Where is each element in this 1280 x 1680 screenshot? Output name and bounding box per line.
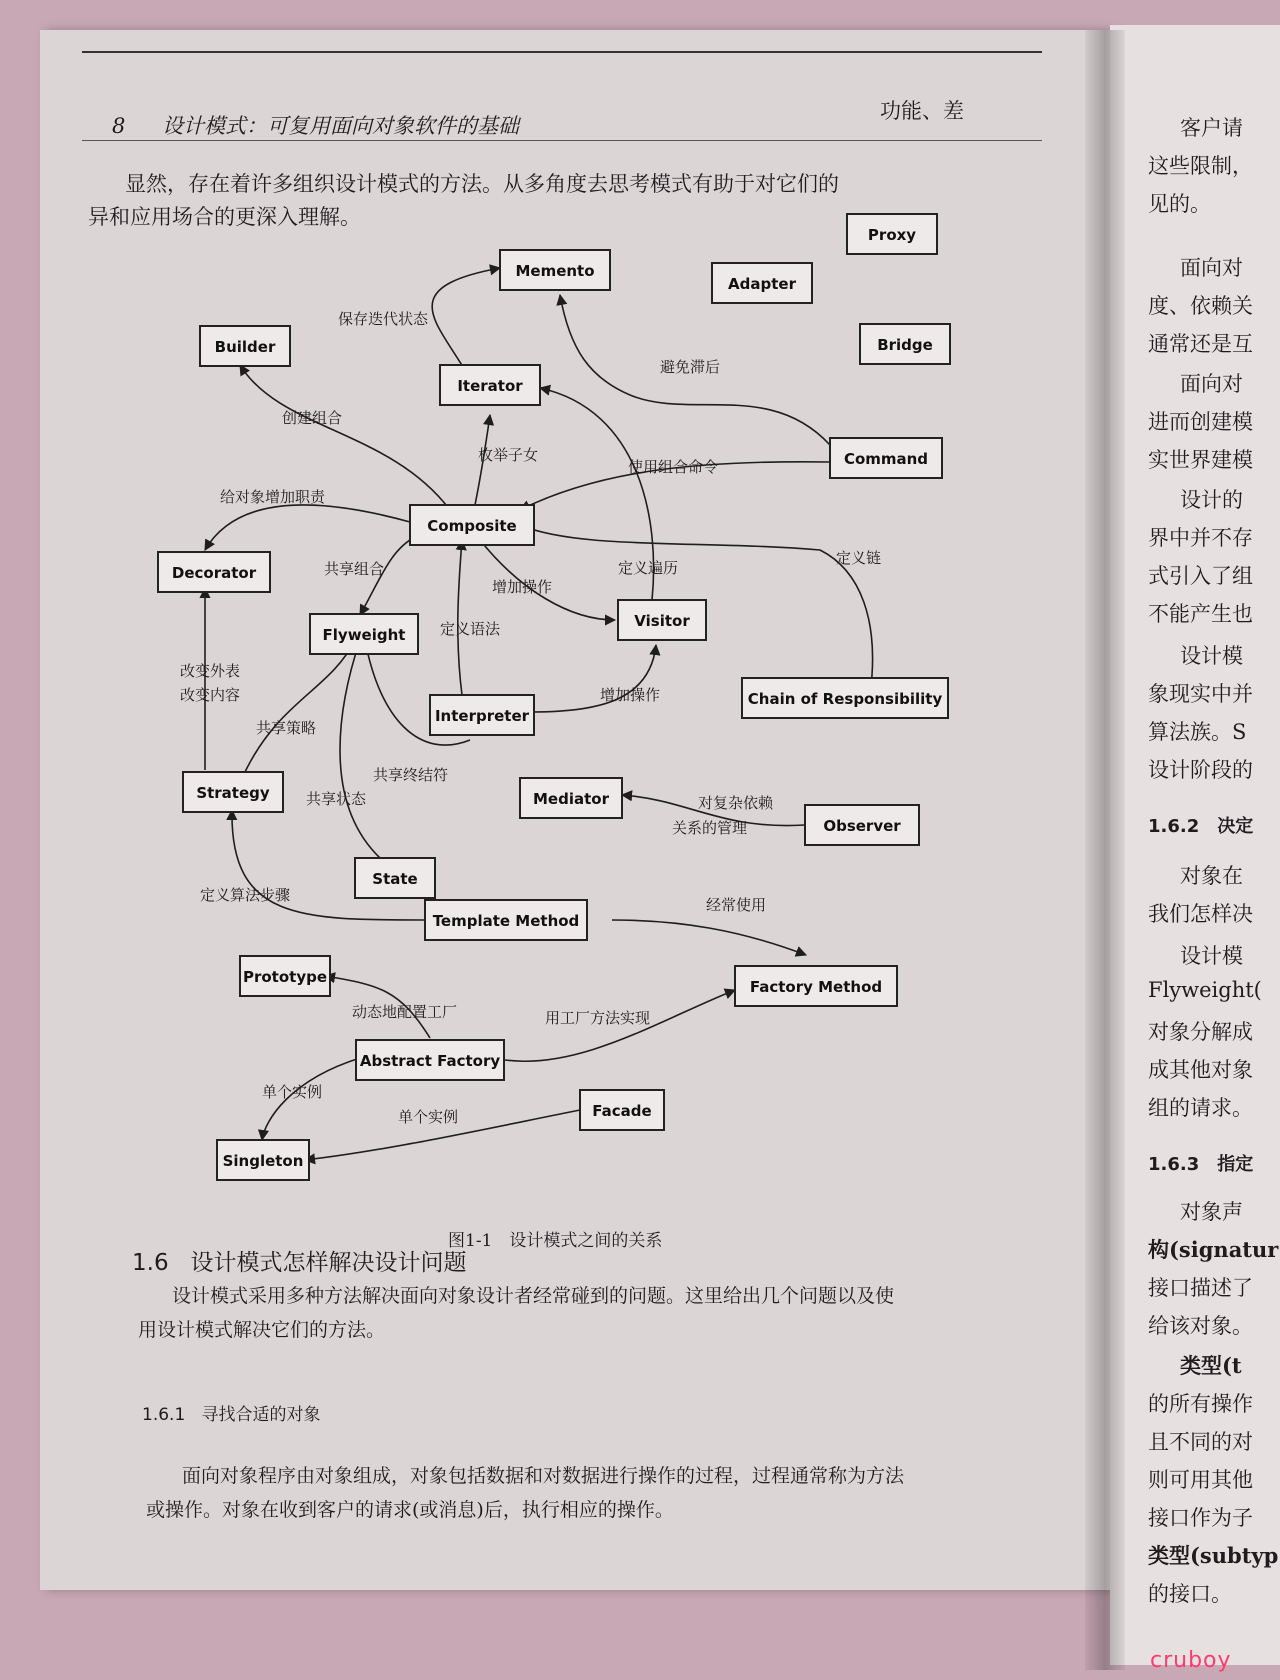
page-number: 8	[112, 114, 126, 138]
svg-text:Factory Method: Factory Method	[749, 978, 883, 996]
right-line-4: 面向对	[1180, 256, 1243, 280]
label-change-skin: 改变外表	[180, 662, 241, 680]
label-implement-using: 用工厂方法实现	[545, 1009, 651, 1027]
svg-text:Interpreter: Interpreter	[434, 707, 530, 725]
svg-text:Abstract Factory: Abstract Factory	[359, 1052, 501, 1070]
svg-text:Memento: Memento	[515, 262, 595, 280]
node-iterator	[440, 365, 540, 405]
label-share-strategies: 共享策略	[256, 719, 317, 737]
right-line-16: 算法族。S	[1148, 720, 1247, 744]
svg-text:Strategy: Strategy	[196, 784, 270, 802]
node-memento	[500, 250, 610, 290]
svg-text:State: State	[372, 870, 418, 888]
svg-text:Singleton: Singleton	[222, 1152, 304, 1170]
label-add-operations-2: 增加操作	[600, 686, 661, 704]
right-line-c4: 给该对象。	[1148, 1314, 1253, 1338]
node-facade	[580, 1090, 664, 1130]
right-section-163: 1.6.3 指定	[1148, 1154, 1254, 1175]
label-configure-dynamically: 动态地配置工厂	[352, 1003, 458, 1021]
subsection-number: 1.6.1	[142, 1405, 186, 1425]
label-define-chain: 定义链	[836, 549, 882, 567]
section-para-line-2: 用设计模式解决它们的方法。	[138, 1319, 386, 1341]
node-chain-of-responsibility	[742, 678, 948, 718]
right-line-14: 设计模	[1180, 644, 1243, 668]
node-interpreter	[430, 695, 534, 735]
subsection-para-line-1: 面向对象程序由对象组成，对象包括数据和对数据进行操作的过程，过程通常称为方法	[182, 1465, 905, 1487]
label-change-guts: 改变内容	[180, 686, 241, 704]
right-line-c7: 且不同的对	[1148, 1430, 1253, 1454]
label-often-uses: 经常使用	[706, 896, 767, 914]
svg-text:Command: Command	[843, 450, 929, 468]
svg-text:Proxy: Proxy	[867, 226, 917, 244]
right-line-17: 设计阶段的	[1148, 758, 1253, 782]
svg-text:Iterator: Iterator	[457, 377, 523, 395]
figure-caption: 图1-1 设计模式之间的关系	[448, 1231, 663, 1251]
node-prototype	[240, 956, 330, 996]
label-add-responsibilities: 给对象增加职责	[220, 488, 326, 506]
right-line-c2: 构(signatur	[1148, 1237, 1279, 1262]
svg-text:Adapter: Adapter	[728, 275, 796, 293]
right-line-11: 界中并不存	[1148, 526, 1253, 550]
label-single-instance-2: 单个实例	[398, 1108, 459, 1126]
right-line-c6: 的所有操作	[1148, 1392, 1253, 1416]
right-line-b6: 成其他对象	[1148, 1058, 1253, 1082]
node-visitor	[618, 600, 706, 640]
node-singleton	[217, 1140, 309, 1180]
section-title: 设计模式怎样解决设计问题	[190, 1250, 467, 1276]
section-heading	[132, 1244, 467, 1277]
label-use-composite-command: 使用组合命令	[628, 458, 719, 476]
right-line-c1: 对象声	[1180, 1200, 1243, 1224]
svg-text:Facade: Facade	[592, 1102, 652, 1120]
right-line-b3: 设计模	[1180, 944, 1243, 968]
node-observer	[805, 805, 919, 845]
right-line-2: 这些限制，	[1148, 154, 1253, 178]
node-strategy	[183, 772, 283, 812]
watermark: cruboy	[1150, 1648, 1232, 1673]
right-line-12: 式引入了组	[1148, 564, 1253, 588]
node-adapter	[712, 263, 812, 303]
node-factory-method	[735, 966, 897, 1006]
right-line-c11: 的接口。	[1148, 1582, 1232, 1606]
label-define-grammar: 定义语法	[440, 620, 501, 638]
label-avoid-hysteresis: 避免滞后	[660, 358, 721, 376]
svg-text:Visitor: Visitor	[634, 612, 690, 630]
edge-interpreter-composite	[458, 540, 462, 695]
label-manage-deps-2: 关系的管理	[672, 819, 748, 837]
intro-line-3: 异和应用场合的更深入理解。	[88, 205, 361, 229]
intro-line-2: 显然，存在着许多组织设计模式的方法。从多角度去思考模式有助于对它们的	[125, 172, 839, 196]
right-section-162: 1.6.2 决定	[1148, 816, 1254, 837]
label-share-terminals: 共享终结符	[373, 766, 449, 784]
label-define-traversal: 定义遍历	[618, 559, 679, 577]
right-line-b5: 对象分解成	[1148, 1020, 1253, 1044]
svg-text:Chain of Responsibility: Chain of Responsibility	[747, 690, 943, 708]
edge-composite-decorator	[205, 505, 410, 550]
right-line-b1: 对象在	[1180, 864, 1243, 888]
label-manage-deps-1: 对复杂依赖	[698, 794, 774, 812]
svg-text:Prototype: Prototype	[242, 968, 328, 986]
svg-text:Decorator: Decorator	[171, 564, 257, 582]
right-line-c8: 则可用其他	[1148, 1468, 1253, 1492]
label-define-algorithm-steps: 定义算法步骤	[200, 886, 291, 904]
right-line-7: 面向对	[1180, 372, 1243, 396]
right-line-9: 实世界建模	[1148, 448, 1253, 472]
svg-text:Template Method: Template Method	[432, 912, 580, 930]
right-line-8: 进而创建模	[1148, 410, 1253, 434]
subsection-title: 寻找合适的对象	[201, 1405, 321, 1425]
label-single-instance-1: 单个实例	[262, 1083, 323, 1101]
right-line-b7: 组的请求。	[1148, 1096, 1253, 1120]
edge-strategy-flyweight	[245, 640, 355, 772]
svg-text:Bridge: Bridge	[877, 336, 933, 354]
right-line-10: 设计的	[1180, 488, 1243, 512]
node-flyweight	[310, 614, 418, 654]
svg-text:Observer: Observer	[823, 817, 901, 835]
label-add-operations-1: 增加操作	[492, 578, 553, 596]
right-line-c9: 接口作为子	[1148, 1506, 1253, 1530]
right-line-15: 象现实中并	[1148, 682, 1253, 706]
node-composite	[410, 505, 534, 545]
node-mediator	[520, 778, 622, 818]
node-decorator	[158, 552, 270, 592]
node-builder	[200, 326, 290, 366]
node-abstract-factory	[356, 1040, 504, 1080]
svg-text:Flyweight: Flyweight	[322, 626, 406, 644]
svg-text:Mediator: Mediator	[533, 790, 609, 808]
label-save-iteration-state: 保存迭代状态	[338, 310, 429, 328]
subsection-para-line-2: 或操作。对象在收到客户的请求(或消息)后，执行相应的操作。	[146, 1499, 674, 1521]
right-line-c10: 类型(subtyp	[1148, 1543, 1279, 1568]
right-line-6: 通常还是互	[1148, 332, 1253, 356]
node-bridge	[860, 324, 950, 364]
edge-state-flyweight	[340, 640, 380, 858]
subsection-heading	[142, 1400, 320, 1425]
intro-line-1-tail: 功能、差	[880, 99, 964, 123]
right-line-5: 度、依赖关	[1148, 294, 1253, 318]
node-state	[355, 858, 435, 898]
right-line-1: 客户请	[1180, 116, 1243, 140]
svg-text:Builder: Builder	[214, 338, 276, 356]
right-line-c5: 类型(t	[1180, 1353, 1242, 1378]
node-template-method	[425, 900, 587, 940]
right-line-c3: 接口描述了	[1148, 1276, 1253, 1300]
svg-text:Composite: Composite	[427, 517, 517, 535]
label-create-composite: 创建组合	[282, 409, 343, 427]
section-para-line-1: 设计模式采用多种方法解决面向对象设计者经常碰到的问题。这里给出几个问题以及使	[172, 1285, 895, 1307]
book-title: 设计模式：可复用面向对象软件的基础	[162, 114, 520, 138]
edge-template-factory	[612, 920, 806, 955]
label-share-composites: 共享组合	[324, 560, 385, 578]
label-share-states: 共享状态	[306, 790, 367, 808]
node-command	[830, 438, 942, 478]
right-line-b4: Flyweight(	[1148, 978, 1262, 1002]
node-proxy	[847, 214, 937, 254]
right-line-3: 见的。	[1148, 192, 1211, 216]
right-line-13: 不能产生也	[1148, 602, 1253, 626]
right-line-b2: 我们怎样决	[1148, 902, 1253, 926]
label-enumerate-children: 枚举子女	[478, 446, 539, 464]
section-number: 1.6	[132, 1250, 169, 1276]
